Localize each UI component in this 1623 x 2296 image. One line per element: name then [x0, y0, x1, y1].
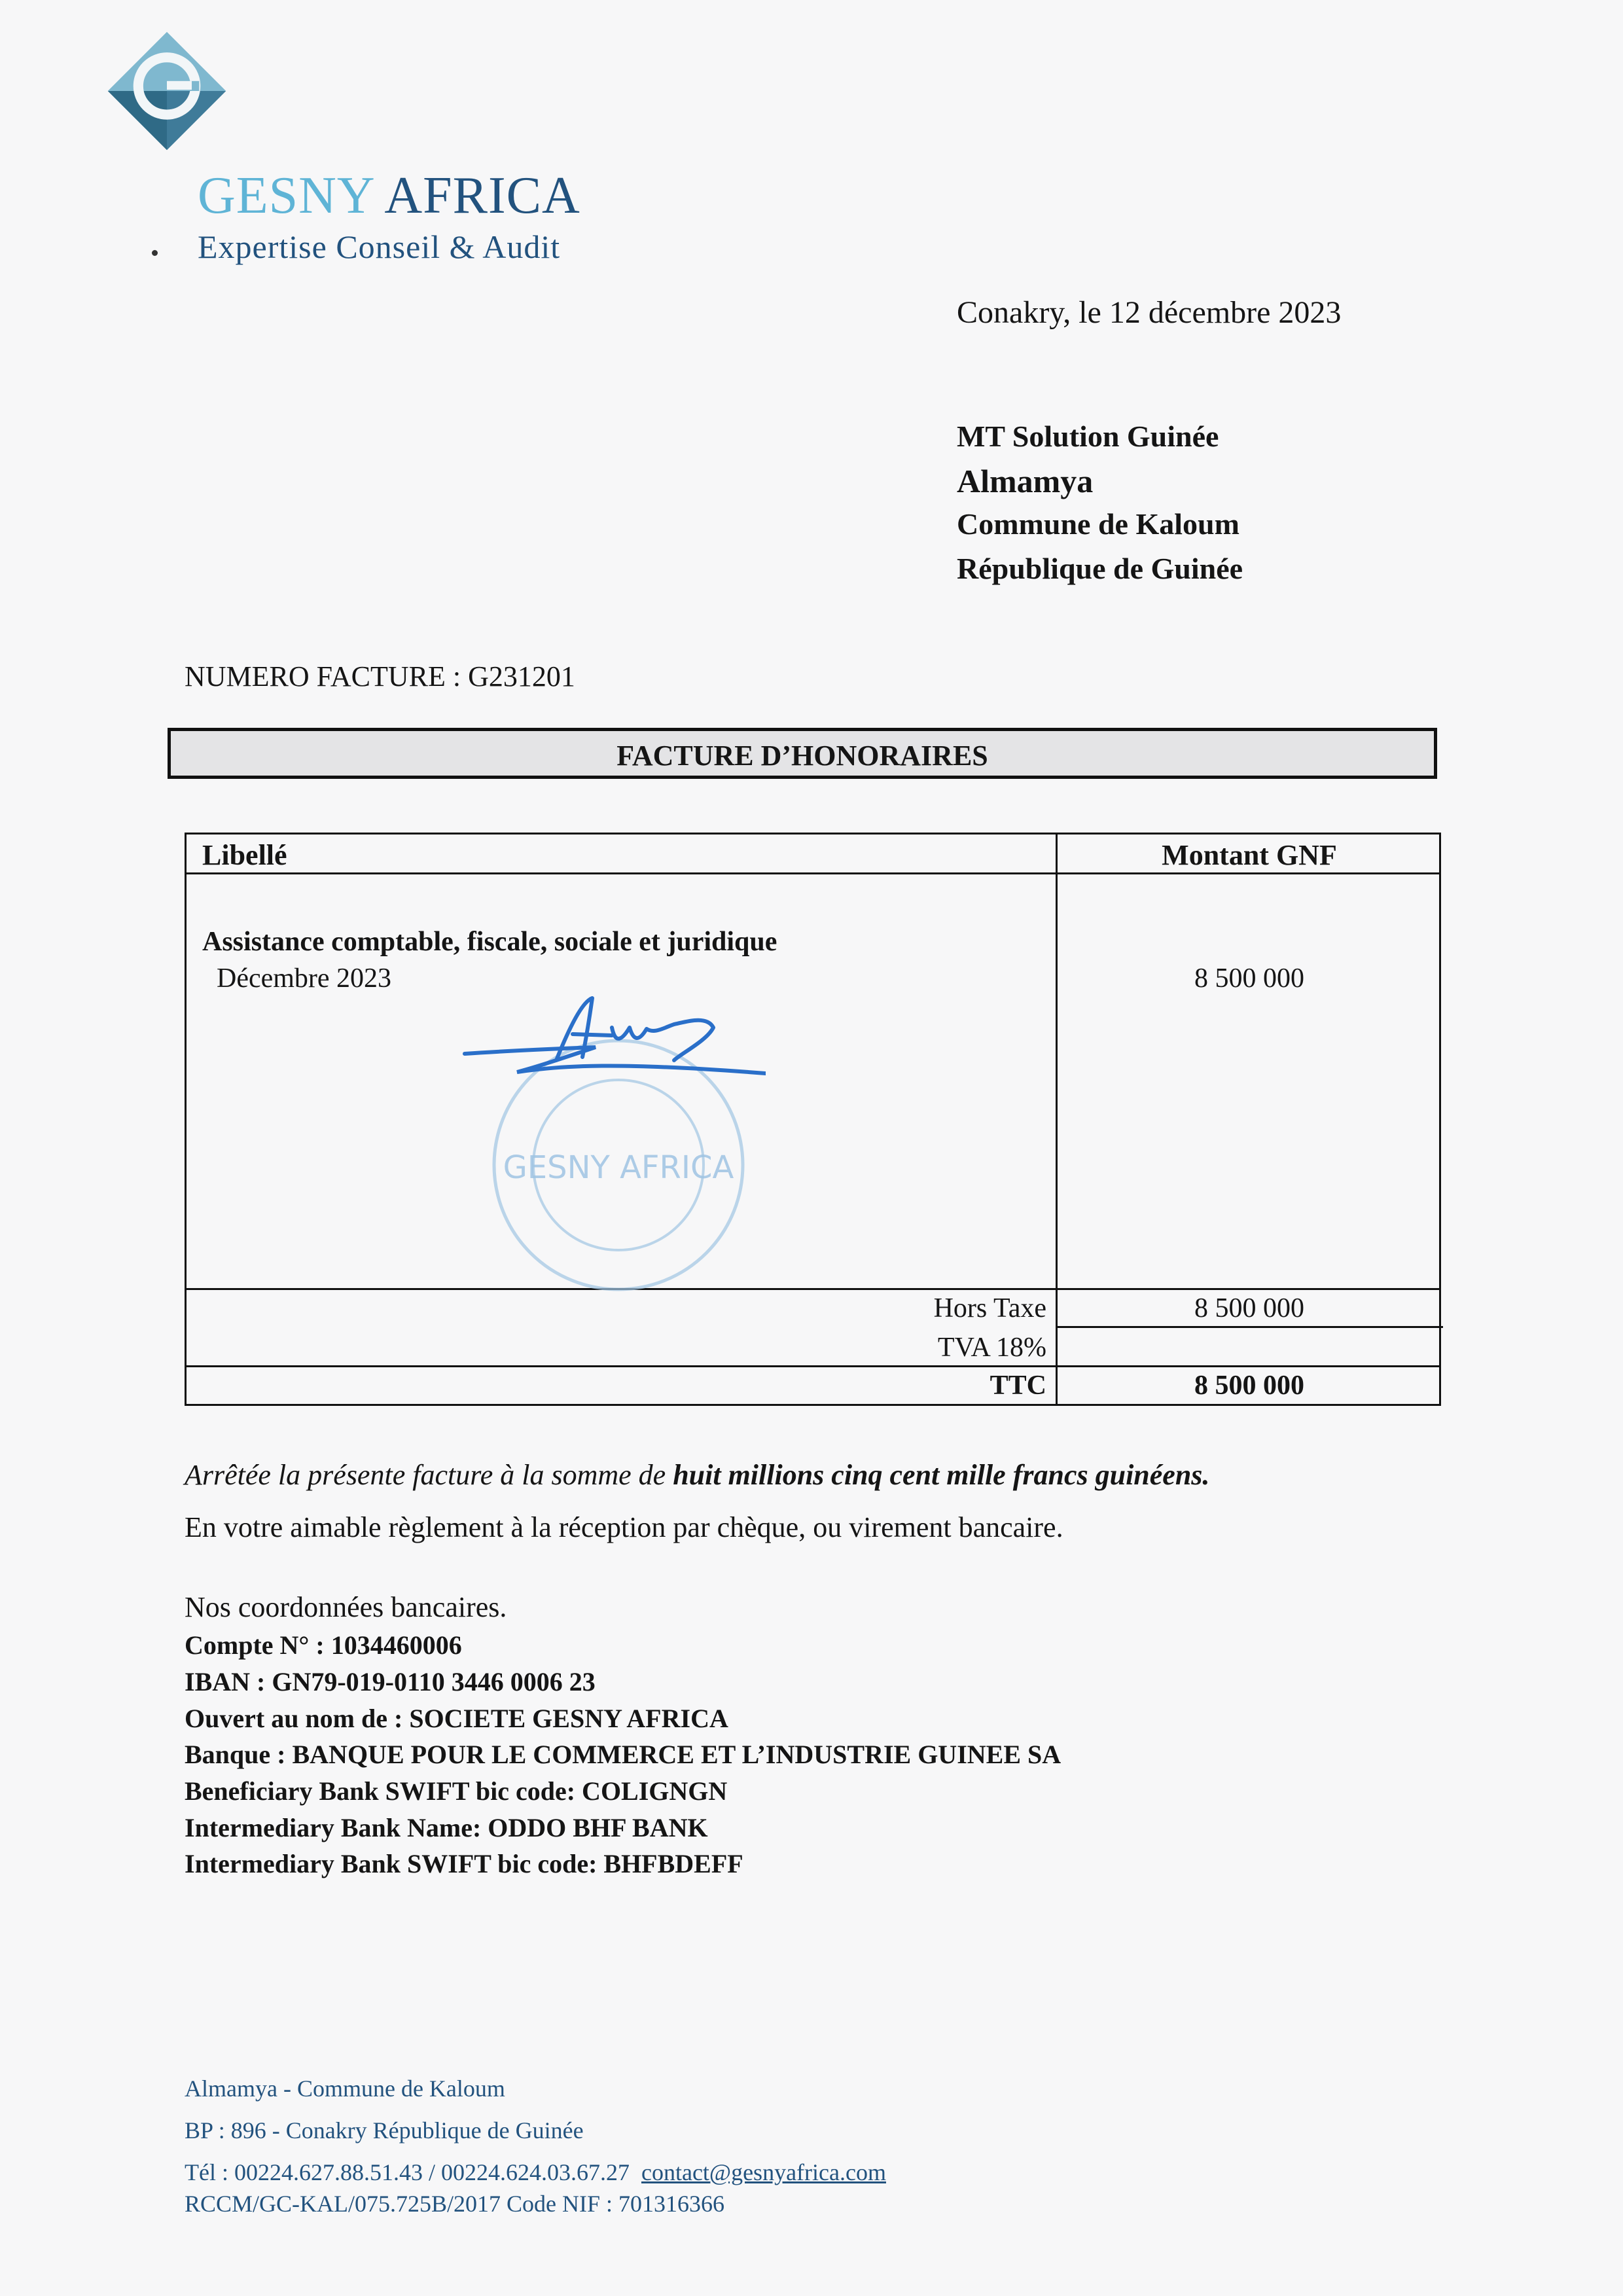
stamp-text: GESNY AFRICA: [503, 1149, 734, 1186]
company-name-part2: AFRICA: [384, 167, 580, 224]
bullet-dot: [152, 250, 158, 256]
bank-detail-line: Intermediary Bank SWIFT bic code: BHFBDEFF: [185, 1849, 743, 1878]
client-name: MT Solution Guinée: [957, 420, 1219, 453]
row-divider: [187, 872, 1439, 874]
invoice-title-banner: [168, 728, 1437, 779]
bank-detail-line: IBAN : GN79-019-0110 3446 0006 23: [185, 1667, 596, 1696]
item-period: Décembre 2023: [217, 963, 392, 994]
footer-address: Almamya - Commune de Kaloum: [185, 2075, 505, 2102]
item-description: Assistance comptable, fiscale, sociale et juridique: [202, 927, 777, 957]
date-line: Conakry, le 12 décembre 2023: [957, 295, 1342, 330]
hors-taxe-value: 8 500 000: [1194, 1293, 1304, 1323]
bank-detail-line: Compte N° : 1034460006: [185, 1630, 462, 1660]
header-amount: Montant GNF: [1162, 839, 1337, 871]
company-stamp-icon: [458, 988, 766, 1296]
amount-sentence-prefix: Arrêtée la présente facture à la somme de: [185, 1459, 673, 1491]
invoice-table: [185, 833, 1441, 1406]
invoice-title: FACTURE D’HONORAIRES: [616, 740, 988, 772]
payment-note: En votre aimable règlement à la réception par chèque, ou virement bancaire.: [185, 1511, 1063, 1543]
hors-taxe-label: Hors Taxe: [933, 1293, 1046, 1323]
header-label: Libellé: [202, 839, 287, 871]
footer-postal: BP : 896 - Conakry République de Guinée: [185, 2117, 584, 2144]
ttc-value: 8 500 000: [1194, 1371, 1304, 1401]
row-divider: [187, 1288, 1439, 1290]
bank-details-heading: Nos coordonnées bancaires.: [185, 1591, 507, 1623]
bank-detail-line: Intermediary Bank Name: ODDO BHF BANK: [185, 1813, 708, 1842]
client-country: République de Guinée: [957, 552, 1243, 585]
footer-contact: [185, 2159, 886, 2186]
company-name: [198, 166, 580, 226]
amount-in-words: [185, 1458, 1209, 1492]
row-divider: [1056, 1326, 1443, 1328]
company-tagline: Expertise Conseil & Audit: [198, 228, 561, 265]
footer-phones: Tél : 00224.627.88.51.43 / 00224.624.03.67.27: [185, 2159, 630, 2185]
bank-detail-line: Banque : BANQUE POUR LE COMMERCE ET L’INDUSTRIE GUINEE SA: [185, 1740, 1061, 1769]
footer-email-link[interactable]: contact@gesnyafrica.com: [641, 2159, 886, 2185]
amount-words: huit millions cinq cent mille francs guinéens.: [673, 1459, 1210, 1491]
client-address-line: Commune de Kaloum: [957, 507, 1240, 541]
bank-detail-line: Beneficiary Bank SWIFT bic code: COLIGNGN: [185, 1776, 728, 1806]
item-amount: 8 500 000: [1194, 963, 1304, 994]
footer-registration: RCCM/GC-KAL/075.725B/2017 Code NIF : 701316366: [185, 2191, 725, 2217]
tva-label: TVA 18%: [937, 1333, 1046, 1363]
client-address-line: Almamya: [957, 463, 1094, 499]
invoice-number: NUMERO FACTURE : G231201: [185, 660, 575, 692]
company-logo-icon: [105, 29, 229, 153]
bank-detail-line: Ouvert au nom de : SOCIETE GESNY AFRICA: [185, 1704, 728, 1733]
row-divider: [187, 1365, 1439, 1367]
company-name-part1: GESNY: [198, 167, 374, 224]
ttc-label: TTC: [990, 1371, 1046, 1401]
